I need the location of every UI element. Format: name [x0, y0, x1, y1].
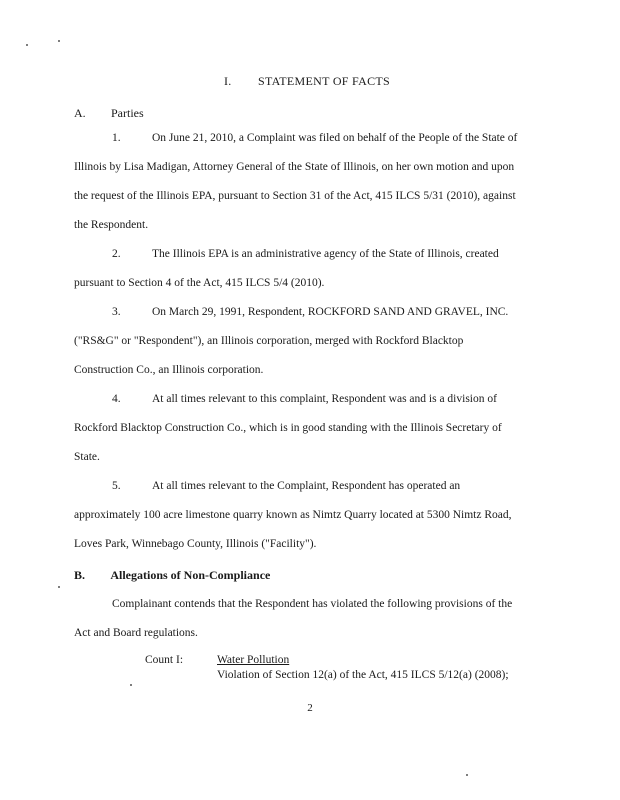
paragraph-line: the Respondent. — [74, 219, 149, 231]
paragraph-line: the request of the Illinois EPA, pursuant to Section 31 of the Act, 415 ILCS 5/31 (2010), against — [74, 190, 516, 202]
scan-speck — [26, 44, 28, 46]
paragraph-number: 5. — [112, 480, 121, 492]
section-number: I. — [224, 74, 232, 88]
paragraph-number: 4. — [112, 393, 121, 405]
subsection-a-title: Parties — [111, 106, 144, 120]
page-number: 2 — [307, 702, 313, 714]
scan-speck — [58, 40, 60, 42]
paragraph-5 — [74, 472, 544, 559]
paragraph-line: Rockford Blacktop Construction Co., which is in good standing with the Illinois Secretary of — [74, 422, 502, 434]
paragraph-line: Act and Board regulations. — [74, 627, 198, 639]
count-title: Water Pollution — [217, 654, 290, 666]
scan-speck — [130, 684, 132, 686]
paragraph-number: 3. — [112, 306, 121, 318]
count-description: Violation of Section 12(a) of the Act, 415 ILCS 5/12(a) (2008); — [217, 669, 509, 681]
paragraph-line: Construction Co., an Illinois corporation. — [74, 364, 264, 376]
paragraph-line: At all times relevant to this complaint, Respondent was and is a division of — [152, 393, 497, 405]
section-title: STATEMENT OF FACTS — [258, 74, 391, 88]
paragraph-line: At all times relevant to the Complaint, Respondent has operated an — [152, 480, 461, 492]
count-label: Count I: — [145, 654, 184, 666]
paragraph-4 — [74, 385, 544, 472]
subsection-b-letter: B. — [74, 568, 86, 582]
paragraph-3 — [74, 298, 544, 385]
paragraph-line: approximately 100 acre limestone quarry known as Nimtz Quarry located at 5300 Nimtz Road, — [74, 509, 512, 521]
paragraph-line: pursuant to Section 4 of the Act, 415 ILCS 5/4 (2010). — [74, 277, 325, 289]
paragraph-2 — [74, 240, 544, 298]
scan-speck — [58, 586, 60, 588]
paragraph-line: Illinois by Lisa Madigan, Attorney General of the State of Illinois, on her own motion and upon — [74, 161, 515, 173]
paragraph-number: 1. — [112, 132, 121, 144]
paragraph-number: 2. — [112, 248, 121, 260]
paragraph-line: State. — [74, 451, 100, 463]
paragraph-line: On June 21, 2010, a Complaint was filed on behalf of the People of the State of — [152, 132, 518, 144]
subsection-a-letter: A. — [74, 106, 86, 120]
paragraph-1 — [74, 124, 544, 240]
allegations-intro — [74, 590, 544, 648]
paragraph-line: Loves Park, Winnebago County, Illinois ("Facility"). — [74, 538, 317, 550]
paragraph-line: ("RS&G" or "Respondent"), an Illinois corporation, merged with Rockford Blacktop — [74, 335, 464, 347]
subsection-a-heading — [74, 106, 144, 121]
paragraph-line: On March 29, 1991, Respondent, ROCKFORD SAND AND GRAVEL, INC. — [152, 306, 509, 318]
subsection-b-heading — [74, 568, 270, 583]
subsection-b-title: Allegations of Non-Compliance — [110, 568, 271, 582]
scan-speck — [466, 774, 468, 776]
paragraph-line: The Illinois EPA is an administrative agency of the State of Illinois, created — [152, 248, 499, 260]
paragraph-line: Complainant contends that the Respondent has violated the following provisions of the — [112, 598, 513, 610]
